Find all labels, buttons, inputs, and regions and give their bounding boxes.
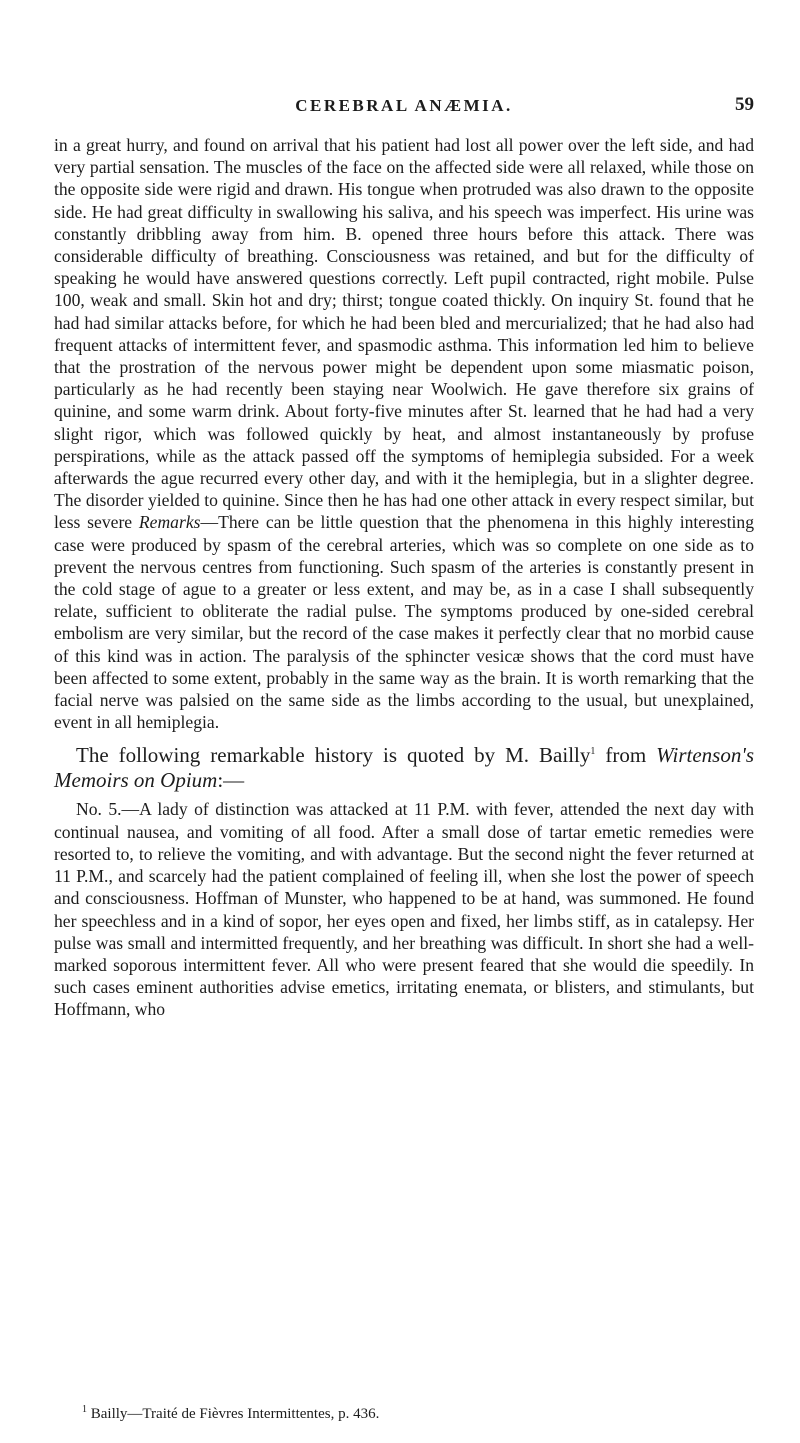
- paragraph-case-5: [54, 798, 754, 1020]
- paragraph-text: No. 5.—A lady of distinction was attacked at 11 P.M. with fever, attended the next day with continual nausea, and vomiting of all food. After a small dose of tartar emetic remedies were resorted to, to relieve the vomiting, and with advantage. But the second night the fever returned at 11 P.M., and scarcely had the patient complained of feeling ill, when she lost the power of speech and consciousness. Hoffman of Munster, who happened to be at hand, was summoned. He found her speechless and in a kind of sopor, her eyes open and fixed, her limbs stiff, as in catalepsy. Her pulse was small and intermitted frequently, and her breathing was difficult. In short she had a well-marked soporous intermittent fever. All who were present feared that she would die speedily. In such cases eminent authorities advise emetics, irritating enemata, or blisters, and stimulants, but Hoffmann, who: [54, 799, 754, 1020]
- paragraph-text: in a great hurry, and found on arrival that his patient had lost all power over the left side, and had very partial sensation. The muscles of the face on the affected side were all relaxed, while those on the opposite side were rigid and drawn. His tongue when protruded was also drawn to the opposite side. He had great difficulty in swallowing his saliva, and his speech was imperfect. His urine was constantly dribbling away from him. B. opened three hours before this attack. There was considerable difficulty of breathing. Consciousness was retained, and but for the difficulty of speaking he would have answered questions correctly. Left pupil contracted, right mobile. Pulse 100, weak and small. Skin hot and dry; thirst; tongue coated thickly. On inquiry St. found that he had had similar attacks before, for which he had been bled and mercurialized; that he had also had frequent attacks of intermittent fever, and spasmodic asthma. This information led him to believe that the prostration of the nervous power might be dependent upon some miasmatic poison, particularly as he had recently been staying near Woolwich. He gave therefore six grains of quinine, and some warm drink. About forty-five minutes after St. learned that he had had a very slight rigor, which was followed quickly by heat, and almost instantaneously by profuse perspirations, while as the attack passed off the symptoms of hemiplegia subsided. For a week afterwards the ague recurred every other day, and with it the hemiplegia, but in a slighter degree. The disorder yielded to quinine. Since then he has had one other attack in every respect similar, but less severe: [54, 135, 754, 533]
- paragraph-text: :—: [217, 768, 245, 793]
- body-text: [54, 134, 754, 1021]
- running-title: CEREBRAL ANÆMIA.: [295, 96, 513, 115]
- book-title: Wirtenson's Memoirs on Opium: [54, 743, 755, 793]
- paragraph-text: —There can be little question that the phenomena in this highly interesting case were produced by spasm of the cerebral arteries, which was so complete on one side as to prevent the nervous centres from functioning. Such spasm of the arteries is constantly present in the cold stage of ague to a greater or less extent, and may be, as in a case I shall subsequently relate, sufficient to obliterate the radial pulse. The symptoms produced by one-sided cerebral embolism are very similar, but the record of the case makes it perfectly clear that no morbid cause of this kind was in action. The paralysis of the sphincter vesicæ shows that the cord must have been affected to some extent, probably in the same way as the brain. It is worth remarking that the facial nerve was palsied on the same side as the limbs according to the usual, but unexplained, event in all hemiplegia.: [54, 512, 755, 733]
- footnote: [82, 1405, 754, 1423]
- footnote-reference: 1: [590, 746, 596, 758]
- paragraph-case-continuation: [54, 134, 754, 733]
- paragraph-intro-bailly: [54, 743, 754, 793]
- page-number: 59: [735, 94, 754, 115]
- footnote-marker: 1: [82, 1404, 87, 1415]
- footnote-text: Bailly—Traité de Fièvres Intermittentes, p. 436.: [87, 1406, 380, 1422]
- paragraph-text: from: [595, 743, 657, 768]
- running-head: [54, 96, 754, 122]
- remarks-label: Remarks: [138, 512, 201, 533]
- paragraph-text: The following remarkable history is quoted by M. Bailly: [76, 743, 591, 768]
